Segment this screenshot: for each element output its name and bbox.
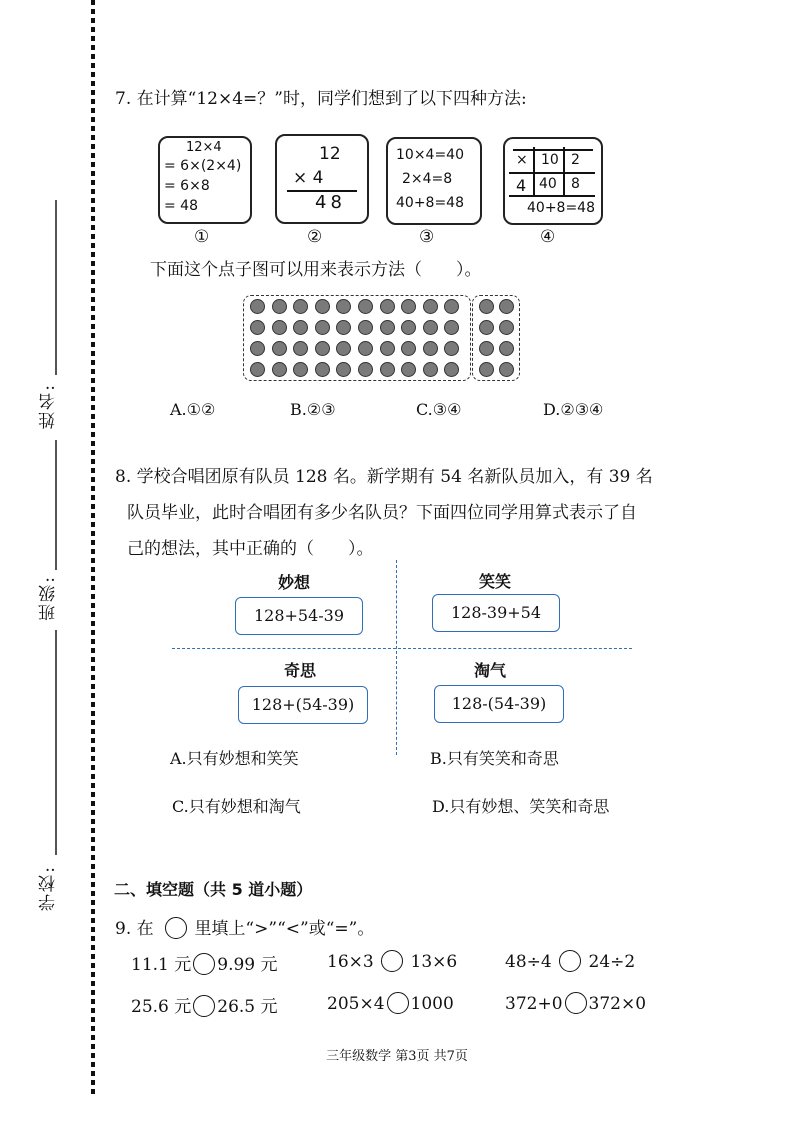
method-4-rule-bottom xyxy=(509,195,595,197)
method-4-cell-8: 8 xyxy=(571,176,580,192)
method-1-line-4: = 48 xyxy=(164,198,198,214)
q9-item-4-left: 25.6 元 xyxy=(131,997,192,1017)
dot xyxy=(423,299,438,314)
q9-item-2 xyxy=(327,950,457,972)
method-1-line-2: = 6×(2×4) xyxy=(164,158,242,174)
q9-item-6-left: 372+0 xyxy=(505,994,563,1014)
q9-stem-after: 里填上“>”“<”或“=”。 xyxy=(194,919,375,939)
q8-option-a[interactable]: A.只有妙想和笑笑 xyxy=(170,749,299,768)
school-fill-line xyxy=(55,630,57,855)
q9-item-5-answer-circle[interactable] xyxy=(387,992,409,1014)
method-1-line-1: 12×4 xyxy=(186,140,222,155)
class-label: 班级: xyxy=(39,575,59,621)
method-2-multiplier: × 4 xyxy=(293,168,324,188)
binding-dotted-line xyxy=(91,0,95,1095)
q9-example-circle xyxy=(165,917,187,939)
q9-item-5 xyxy=(327,992,454,1014)
dot xyxy=(358,299,373,314)
method-2-box xyxy=(275,134,369,224)
q7-option-d[interactable]: D.②③④ xyxy=(543,400,604,419)
method-3-line-1: 10×4=40 xyxy=(396,147,464,163)
q9-item-1-answer-circle[interactable] xyxy=(193,953,215,975)
dot xyxy=(250,320,265,335)
dot xyxy=(272,362,287,377)
q9-item-3-left: 48÷4 xyxy=(505,952,552,972)
student-qisi-expression: 128+(54-39) xyxy=(238,686,368,724)
student-miaoxiang-name: 妙想 xyxy=(278,573,311,592)
q8-option-c[interactable]: C.只有妙想和淘气 xyxy=(172,797,301,816)
q9-item-2-answer-circle[interactable] xyxy=(381,950,403,972)
method-2-number: ② xyxy=(307,227,323,247)
dot xyxy=(499,341,514,356)
dot xyxy=(499,299,514,314)
method-4-col-rule-2 xyxy=(563,147,565,197)
dot xyxy=(272,320,287,335)
method-2-product: 48 xyxy=(315,192,346,213)
method-4-cell-40: 40 xyxy=(539,176,557,192)
method-1-box xyxy=(158,136,252,224)
q9-item-2-right: 13×6 xyxy=(410,952,458,972)
class-fill-line xyxy=(55,440,57,570)
dot xyxy=(358,362,373,377)
method-4-cell-times: × xyxy=(516,152,528,168)
q8-stem-line-2: 队员毕业，此时合唱团有多少名队员？下面四位同学用算式表示了自 xyxy=(127,503,637,523)
method-4-cell-10: 10 xyxy=(541,152,559,168)
q7-stem: 7. 在计算“12×4=？”时，同学们想到了以下四种方法: xyxy=(115,89,527,109)
q7-dot-prompt: 下面这个点子图可以用来表示方法（ ）。 xyxy=(150,260,482,280)
method-3-line-2: 2×4=8 xyxy=(402,171,453,187)
q9-item-3-right: 24÷2 xyxy=(588,952,636,972)
dot xyxy=(358,341,373,356)
q8-option-d[interactable]: D.只有妙想、笑笑和奇思 xyxy=(432,797,610,816)
q9-item-1-right: 9.99 元 xyxy=(217,955,278,975)
q7-option-c[interactable]: C.③④ xyxy=(416,400,462,419)
q9-stem xyxy=(115,912,374,947)
dot xyxy=(315,299,330,314)
q7-option-a[interactable]: A.①② xyxy=(170,400,216,419)
q8-vertical-divider xyxy=(396,560,397,755)
dot xyxy=(380,362,395,377)
method-4-cell-2: 2 xyxy=(571,152,580,168)
method-4-cell-4: 4 xyxy=(516,176,527,195)
method-1-line-3: = 6×8 xyxy=(164,178,210,194)
dot xyxy=(479,320,494,335)
dot xyxy=(499,320,514,335)
q9-item-3 xyxy=(505,950,635,972)
method-3-line-3: 40+8=48 xyxy=(396,195,464,211)
q8-stem-line-1: 8. 学校合唱团原有队员 128 名。新学期有 54 名新队员加入，有 39 名 xyxy=(115,467,653,487)
q9-item-5-left: 205×4 xyxy=(327,994,385,1014)
dot xyxy=(499,362,514,377)
school-label: 学校: xyxy=(39,865,59,911)
dot xyxy=(380,320,395,335)
q8-option-b[interactable]: B.只有笑笑和奇思 xyxy=(430,749,559,768)
student-taoqi-name: 淘气 xyxy=(474,661,507,680)
dot xyxy=(250,341,265,356)
dot xyxy=(380,341,395,356)
method-3-box xyxy=(386,137,482,225)
q9-item-6 xyxy=(505,992,646,1014)
dot xyxy=(272,299,287,314)
method-4-rule-mid xyxy=(509,172,595,174)
dot xyxy=(380,299,395,314)
dot xyxy=(250,299,265,314)
dot xyxy=(315,341,330,356)
q9-item-4-answer-circle[interactable] xyxy=(193,995,215,1017)
student-taoqi-expression: 128-(54-39) xyxy=(434,685,564,723)
dot xyxy=(423,320,438,335)
q9-item-6-answer-circle[interactable] xyxy=(565,992,587,1014)
q9-item-6-right: 372×0 xyxy=(588,994,647,1014)
q9-item-1 xyxy=(131,950,278,975)
dot xyxy=(315,362,330,377)
dot xyxy=(479,299,494,314)
q9-item-5-right: 1000 xyxy=(410,994,454,1014)
method-4-number: ④ xyxy=(540,227,556,247)
method-3-number: ③ xyxy=(419,227,435,247)
dot xyxy=(358,320,373,335)
section-2-title: 二、填空题（共 5 道小题） xyxy=(114,880,313,899)
dot xyxy=(423,341,438,356)
q8-stem-line-3: 己的想法，其中正确的（ ）。 xyxy=(127,539,374,559)
name-label: 姓名: xyxy=(39,383,59,429)
q9-item-3-answer-circle[interactable] xyxy=(559,950,581,972)
student-miaoxiang-expression: 128+54-39 xyxy=(235,597,363,635)
q7-option-b[interactable]: B.②③ xyxy=(290,400,336,419)
dot xyxy=(272,341,287,356)
method-4-sum: 40+8=48 xyxy=(527,200,595,216)
method-1-number: ① xyxy=(194,227,210,247)
q9-item-1-left: 11.1 元 xyxy=(131,955,192,975)
student-xiaoxiao-expression: 128-39+54 xyxy=(432,594,560,632)
page-footer: 三年级数学 第3页 共7页 xyxy=(326,1049,468,1064)
method-4-col-rule-1 xyxy=(533,147,535,197)
name-fill-line xyxy=(55,200,57,375)
dot xyxy=(479,362,494,377)
dot xyxy=(250,362,265,377)
dot xyxy=(315,320,330,335)
student-qisi-name: 奇思 xyxy=(284,661,317,680)
method-2-multiplicand: 12 xyxy=(319,144,341,164)
dot xyxy=(423,362,438,377)
q9-item-2-left: 16×3 xyxy=(327,952,374,972)
q9-item-4-right: 26.5 元 xyxy=(217,997,278,1017)
method-4-rule-top xyxy=(513,149,593,151)
dot xyxy=(479,341,494,356)
q9-item-4 xyxy=(131,992,278,1017)
q8-horizontal-divider xyxy=(172,648,632,649)
student-xiaoxiao-name: 笑笑 xyxy=(479,572,512,591)
q9-stem-before: 9. 在 xyxy=(115,919,154,939)
method-4-box xyxy=(503,137,603,225)
